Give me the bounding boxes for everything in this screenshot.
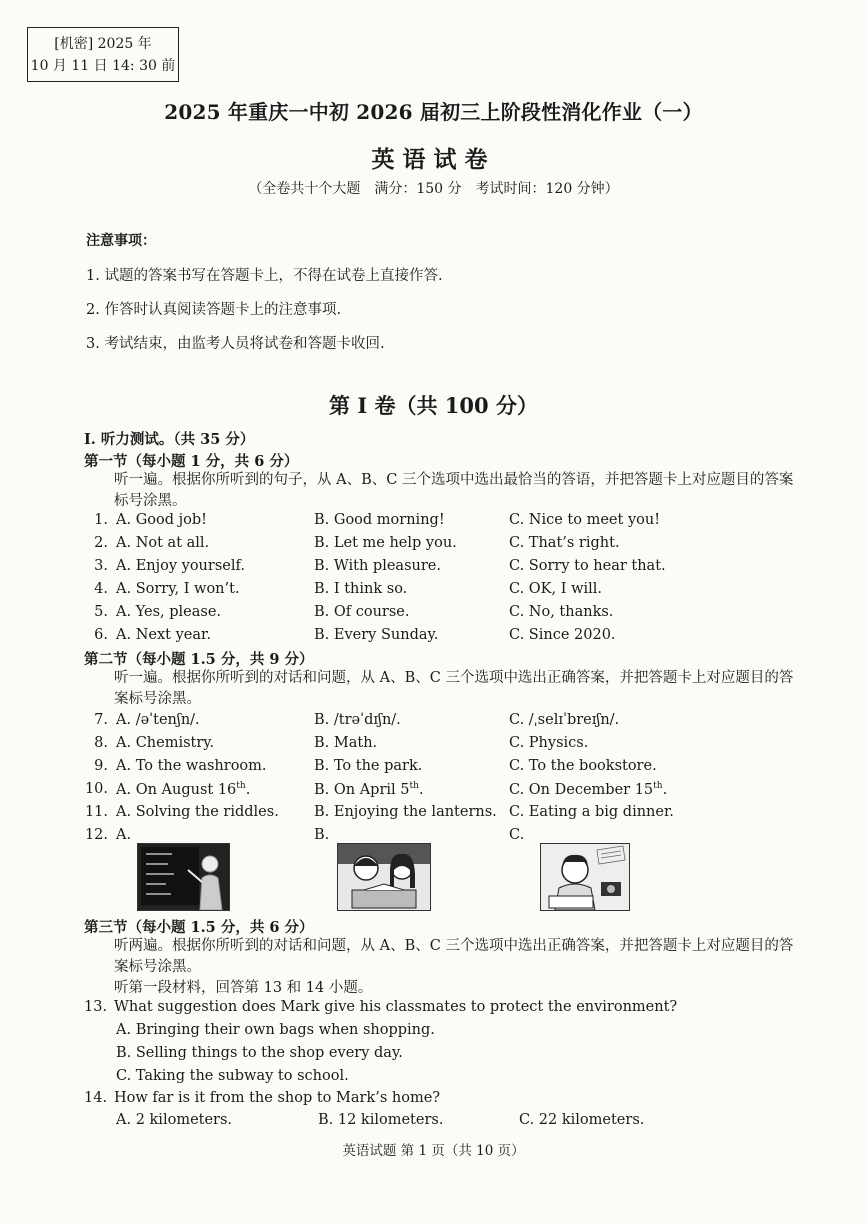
section2-heading: 第二节（每小题 1.5 分，共 9 分） — [84, 651, 314, 668]
option-c: C. Since 2020. — [509, 627, 616, 643]
option-b-period: . — [418, 781, 424, 798]
question-number: 14. — [84, 1090, 108, 1106]
option-a: A. Not at all. — [116, 535, 210, 551]
option-b: B. To the park. — [314, 758, 423, 774]
option-c-text: C. On December 15 — [509, 781, 654, 798]
option-c: C. Nice to meet you! — [509, 512, 661, 528]
question-number: 7. — [94, 712, 108, 728]
question-number: 2. — [94, 535, 108, 551]
option-a-period: . — [245, 781, 251, 798]
option-a: A. To the washroom. — [116, 758, 267, 774]
question-text: How far is it from the shop to Mark’s home? — [114, 1090, 441, 1106]
option-a: A. — [116, 827, 132, 843]
option-b — [314, 781, 424, 798]
question-number: 8. — [94, 735, 108, 751]
q14-option-a: A. 2 kilometers. — [116, 1112, 233, 1128]
option-a-text: A. On August 16 — [116, 781, 237, 798]
stamp-line-1: [机密] 2025 年 — [54, 36, 152, 52]
option-a: A. /əˈtenʃn/. — [116, 712, 200, 728]
option-b-text: B. On April 5 — [314, 781, 410, 798]
option-b: B. With pleasure. — [314, 558, 441, 574]
section2-instruction-text: 听一遍。根据你所听到的对话和问题，从 A、B、C 三个选项中选出正确答案，并把答题卡上对应题目的答案标号涂黑。 — [114, 670, 794, 707]
q14-option-b: B. 12 kilometers. — [318, 1112, 444, 1128]
option-a: A. Next year. — [116, 627, 211, 643]
section1-instruction-text: 听一遍。根据你所听到的句子，从 A、B、C 三个选项中选出最恰当的答语，并把答题卡上对应题目的答案标号涂黑。 — [114, 472, 794, 509]
confidential-stamp — [27, 27, 179, 82]
section3-material — [84, 978, 794, 999]
question-14 — [84, 1090, 440, 1106]
part-title: 第 I 卷（共 100 分） — [329, 393, 538, 418]
option-c — [509, 781, 667, 798]
question-row — [84, 604, 804, 626]
q14-option-c: C. 22 kilometers. — [519, 1112, 645, 1128]
question-row — [84, 758, 804, 780]
option-b: B. Good morning! — [314, 512, 445, 528]
question-row — [84, 735, 804, 757]
question-text: What suggestion does Mark give his classmates to protect the environment? — [114, 999, 678, 1015]
option-b: B. I think so. — [314, 581, 408, 597]
question-number: 3. — [94, 558, 108, 574]
option-b: B. — [314, 827, 330, 843]
option-c: C. — [509, 827, 525, 843]
stamp-line-2: 10 月 11 日 14: 30 前 — [30, 58, 176, 74]
question-number: 1. — [94, 512, 108, 528]
notice-item-3: 3. 考试结束，由监考人员将试卷和答题卡收回. — [86, 336, 385, 352]
question-row — [84, 712, 804, 734]
q13-option-a: A. Bringing their own bags when shopping. — [116, 1022, 435, 1038]
section3-heading: 第三节（每小题 1.5 分，共 6 分） — [84, 919, 314, 936]
option-b: B. /trəˈdɪʃn/. — [314, 712, 401, 728]
option-c: C. To the bookstore. — [509, 758, 657, 774]
option-b: B. Of course. — [314, 604, 410, 620]
option-a: A. Good job! — [116, 512, 207, 528]
picture-students-reading — [337, 843, 431, 911]
section1-instruction — [84, 470, 794, 512]
question-row — [84, 804, 804, 826]
page-footer: 英语试题 第 1 页（共 10 页） — [342, 1143, 525, 1159]
q13-option-b: B. Selling things to the shop every day. — [116, 1045, 403, 1061]
exam-info: （全卷共十个大题 满分：150 分 考试时间：120 分钟） — [248, 181, 619, 197]
option-c: C. /ˌselɪˈbreɪʃn/. — [509, 712, 620, 728]
question-row — [84, 581, 804, 603]
picture-boy-writing — [540, 843, 630, 911]
section2-instruction — [84, 668, 794, 710]
notice-item-2: 2. 作答时认真阅读答题卡上的注意事项. — [86, 302, 342, 318]
option-b-ordinal: th — [409, 781, 419, 791]
question-number: 10. — [84, 781, 108, 797]
option-c: C. Physics. — [509, 735, 589, 751]
exam-title: 2025 年重庆一中初 2026 届初三上阶段性消化作业（一） — [164, 100, 703, 124]
listening-title: I. 听力测试。（共 35 分） — [84, 431, 255, 448]
question-number: 11. — [84, 804, 108, 820]
option-b: B. Math. — [314, 735, 378, 751]
option-c-period: . — [662, 781, 668, 798]
question-number: 4. — [94, 581, 108, 597]
question-row — [84, 558, 804, 580]
option-a: A. Enjoy yourself. — [116, 558, 245, 574]
option-a: A. Chemistry. — [116, 735, 215, 751]
question-number: 5. — [94, 604, 108, 620]
notice-heading: 注意事项： — [86, 233, 156, 249]
option-c: C. Eating a big dinner. — [509, 804, 674, 820]
option-c-ordinal: th — [653, 781, 663, 791]
option-a: A. Sorry, I won’t. — [116, 581, 240, 597]
option-c: C. OK, I will. — [509, 581, 603, 597]
question-number: 9. — [94, 758, 108, 774]
exam-subject: 英语试卷 — [371, 146, 496, 173]
option-c: C. Sorry to hear that. — [509, 558, 666, 574]
section3-instruction — [84, 936, 794, 978]
option-a — [116, 781, 250, 798]
picture-teacher-blackboard — [137, 843, 230, 911]
question-number: 6. — [94, 627, 108, 643]
q13-option-c: C. Taking the subway to school. — [116, 1068, 349, 1084]
section3-instruction-text: 听两遍。根据你所听到的对话和问题，从 A、B、C 三个选项中选出正确答案，并把答题卡上对应题目的答案标号涂黑。 — [114, 938, 794, 975]
option-c: C. That’s right. — [509, 535, 620, 551]
notice-item-1: 1. 试题的答案书写在答题卡上，不得在试卷上直接作答. — [86, 268, 443, 284]
option-a: A. Solving the riddles. — [116, 804, 279, 820]
section1-heading: 第一节（每小题 1 分，共 6 分） — [84, 453, 299, 470]
section3-material-text: 听第一段材料，回答第 13 和 14 小题。 — [114, 980, 373, 996]
question-number: 12. — [84, 827, 108, 843]
option-c: C. No, thanks. — [509, 604, 614, 620]
question-13 — [84, 999, 677, 1015]
question-row — [84, 535, 804, 557]
option-a-ordinal: th — [236, 781, 246, 791]
option-b: B. Let me help you. — [314, 535, 457, 551]
question-row — [84, 781, 804, 803]
option-b: B. Enjoying the lanterns. — [314, 804, 497, 820]
question-number: 13. — [84, 999, 108, 1015]
question-row — [84, 512, 804, 534]
option-b: B. Every Sunday. — [314, 627, 439, 643]
option-a: A. Yes, please. — [116, 604, 222, 620]
question-row — [84, 627, 804, 649]
